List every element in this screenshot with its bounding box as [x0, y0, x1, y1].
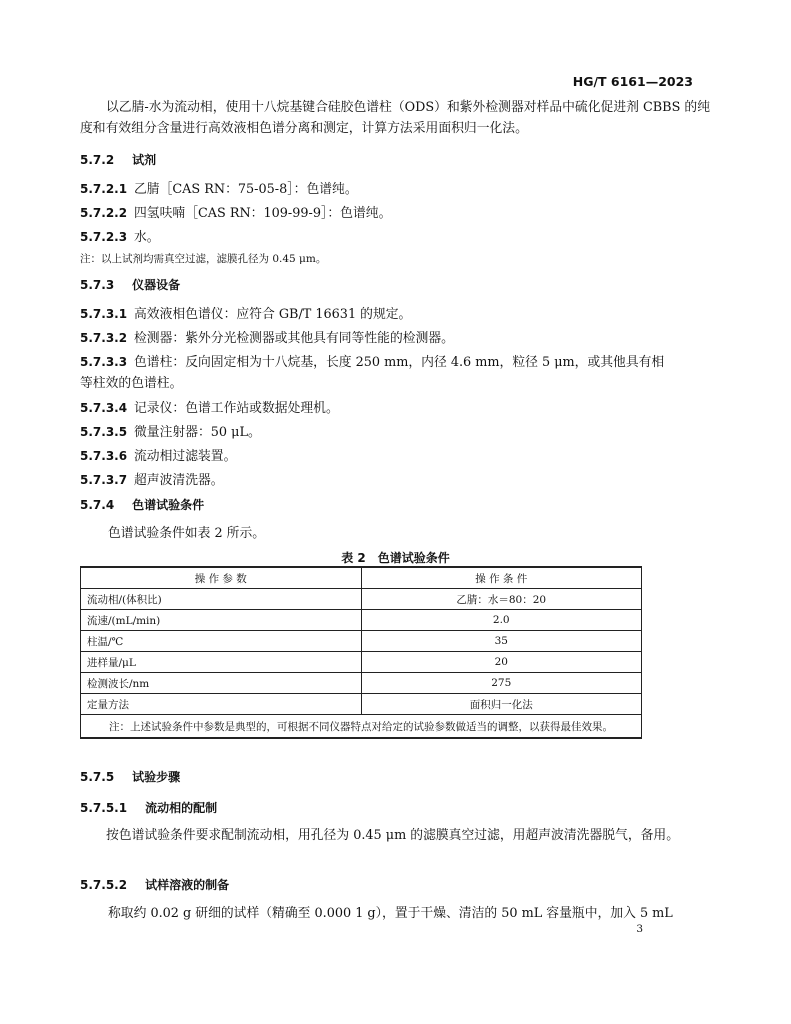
table-cell: 面积归一化法: [361, 694, 642, 715]
list-item-continuation: 等柱效的色谱柱。: [80, 376, 183, 391]
item-number: 5.7.3.7: [80, 473, 128, 487]
item-text: 微量注射器：50 μL。: [134, 425, 261, 440]
intro-paragraph: 以乙腈-水为流动相，使用十八烷基键合硅胶色谱柱（ODS）和紫外检测器对样品中硫化促进剂 CBBS 的纯度和有效组分含量进行高效液相色谱分离和测定，计算方法采用面积归一化法。: [80, 100, 711, 136]
list-item: [80, 445, 236, 464]
column-header: 操 作 条 件: [361, 567, 642, 589]
section-title: 色谱试验条件: [132, 498, 205, 512]
table-row: [81, 589, 642, 610]
table-cell: 定量方法: [81, 694, 362, 715]
item-text: 流动相过滤装置。: [134, 449, 237, 464]
list-item: [80, 327, 454, 346]
column-header: 操 作 参 数: [81, 567, 362, 589]
procedure-paragraph: 按色谱试验条件要求配制流动相，用孔径为 0.45 μm 的滤膜真空过滤，用超声波清洗器脱气，备用。: [106, 828, 680, 843]
table-cell: 进样量/μL: [81, 652, 362, 673]
list-item: [80, 226, 160, 245]
section-title: 仪器设备: [132, 278, 181, 292]
list-item: [80, 351, 664, 370]
conditions-table: [80, 566, 642, 739]
list-item: [80, 421, 261, 440]
table-title: 表 2 色谱试验条件: [341, 551, 450, 565]
item-number: 5.7.2.1: [80, 182, 128, 196]
list-item: [80, 397, 339, 416]
section-heading-5-7-5: [80, 768, 180, 785]
item-number: 5.7.3.6: [80, 449, 128, 463]
procedure-paragraph: 称取约 0.02 g 研细的试样（精确至 0.000 1 g），置于干燥、清洁的 50 mL 容量瓶中，加入 5 mL: [108, 906, 673, 921]
item-text: 色谱柱：反向固定相为十八烷基，长度 250 mm，内径 4.6 mm，粒径 5 μm，或其他具有相: [134, 355, 665, 370]
table-cell: 柱温/℃: [81, 631, 362, 652]
item-number: 5.7.3.4: [80, 401, 128, 415]
table-cell: 275: [361, 673, 642, 694]
item-number: 5.7.2.3: [80, 230, 128, 244]
section-number: 5.7.5.2: [80, 878, 128, 892]
table-cell: 流速/(mL/min): [81, 610, 362, 631]
item-text: 高效液相色谱仪：应符合 GB/T 16631 的规定。: [134, 307, 412, 322]
table-cell: 流动相/(体积比): [81, 589, 362, 610]
item-number: 5.7.3.5: [80, 425, 128, 439]
table-row: [81, 631, 642, 652]
item-text: 检测器：紫外分光检测器或其他具有同等性能的检测器。: [134, 331, 454, 346]
item-text: 超声波清洗器。: [134, 473, 224, 488]
table-cell: 20: [361, 652, 642, 673]
section-number: 5.7.3: [80, 278, 115, 292]
section-number: 5.7.2: [80, 153, 115, 167]
section-heading-5-7-4: [80, 496, 204, 513]
table-note-row: [81, 715, 642, 739]
table-cell: 乙腈：水＝80：20: [361, 589, 642, 610]
item-number: 5.7.3.3: [80, 355, 128, 369]
list-item: [80, 202, 391, 221]
item-text: 四氢呋喃［CAS RN：109-99-9］：色谱纯。: [134, 206, 392, 221]
table-cell: 2.0: [361, 610, 642, 631]
table-row: [81, 610, 642, 631]
section-title: 试剂: [132, 153, 157, 167]
list-item: [80, 303, 411, 322]
list-item: [80, 178, 358, 197]
item-number: 5.7.3.1: [80, 307, 128, 321]
section-heading-5-7-2: [80, 151, 156, 168]
list-item: [80, 469, 224, 488]
section-heading-5-7-3: [80, 276, 180, 293]
page-number: 3: [636, 923, 643, 935]
section-title: 流动相的配制: [145, 801, 218, 815]
item-number: 5.7.3.2: [80, 331, 128, 345]
table-note: 注：上述试验条件中参数是典型的，可根据不同仪器特点对给定的试验参数做适当的调整，以获得最佳效果。: [81, 715, 642, 739]
table-cell: 35: [361, 631, 642, 652]
table-row: [81, 694, 642, 715]
section-number: 5.7.5: [80, 770, 115, 784]
standard-number: HG/T 6161—2023: [572, 74, 693, 89]
section-number: 5.7.5.1: [80, 801, 128, 815]
item-text: 乙腈［CAS RN：75-05-8］：色谱纯。: [134, 182, 358, 197]
table-row: [81, 673, 642, 694]
section-title: 试验步骤: [132, 770, 181, 784]
section-title: 试样溶液的制备: [145, 878, 230, 892]
table-cell: 检测波长/nm: [81, 673, 362, 694]
section-heading-5-7-5-1: [80, 799, 217, 816]
table-row: [81, 652, 642, 673]
item-text: 记录仪：色谱工作站或数据处理机。: [134, 401, 339, 416]
reagent-note: 注：以上试剂均需真空过滤，滤膜孔径为 0.45 μm。: [80, 253, 327, 265]
section-text: 色谱试验条件如表 2 所示。: [108, 526, 266, 541]
item-number: 5.7.2.2: [80, 206, 128, 220]
section-heading-5-7-5-2: [80, 876, 229, 893]
section-number: 5.7.4: [80, 498, 115, 512]
item-text: 水。: [134, 230, 160, 245]
table-header-row: [81, 567, 642, 589]
